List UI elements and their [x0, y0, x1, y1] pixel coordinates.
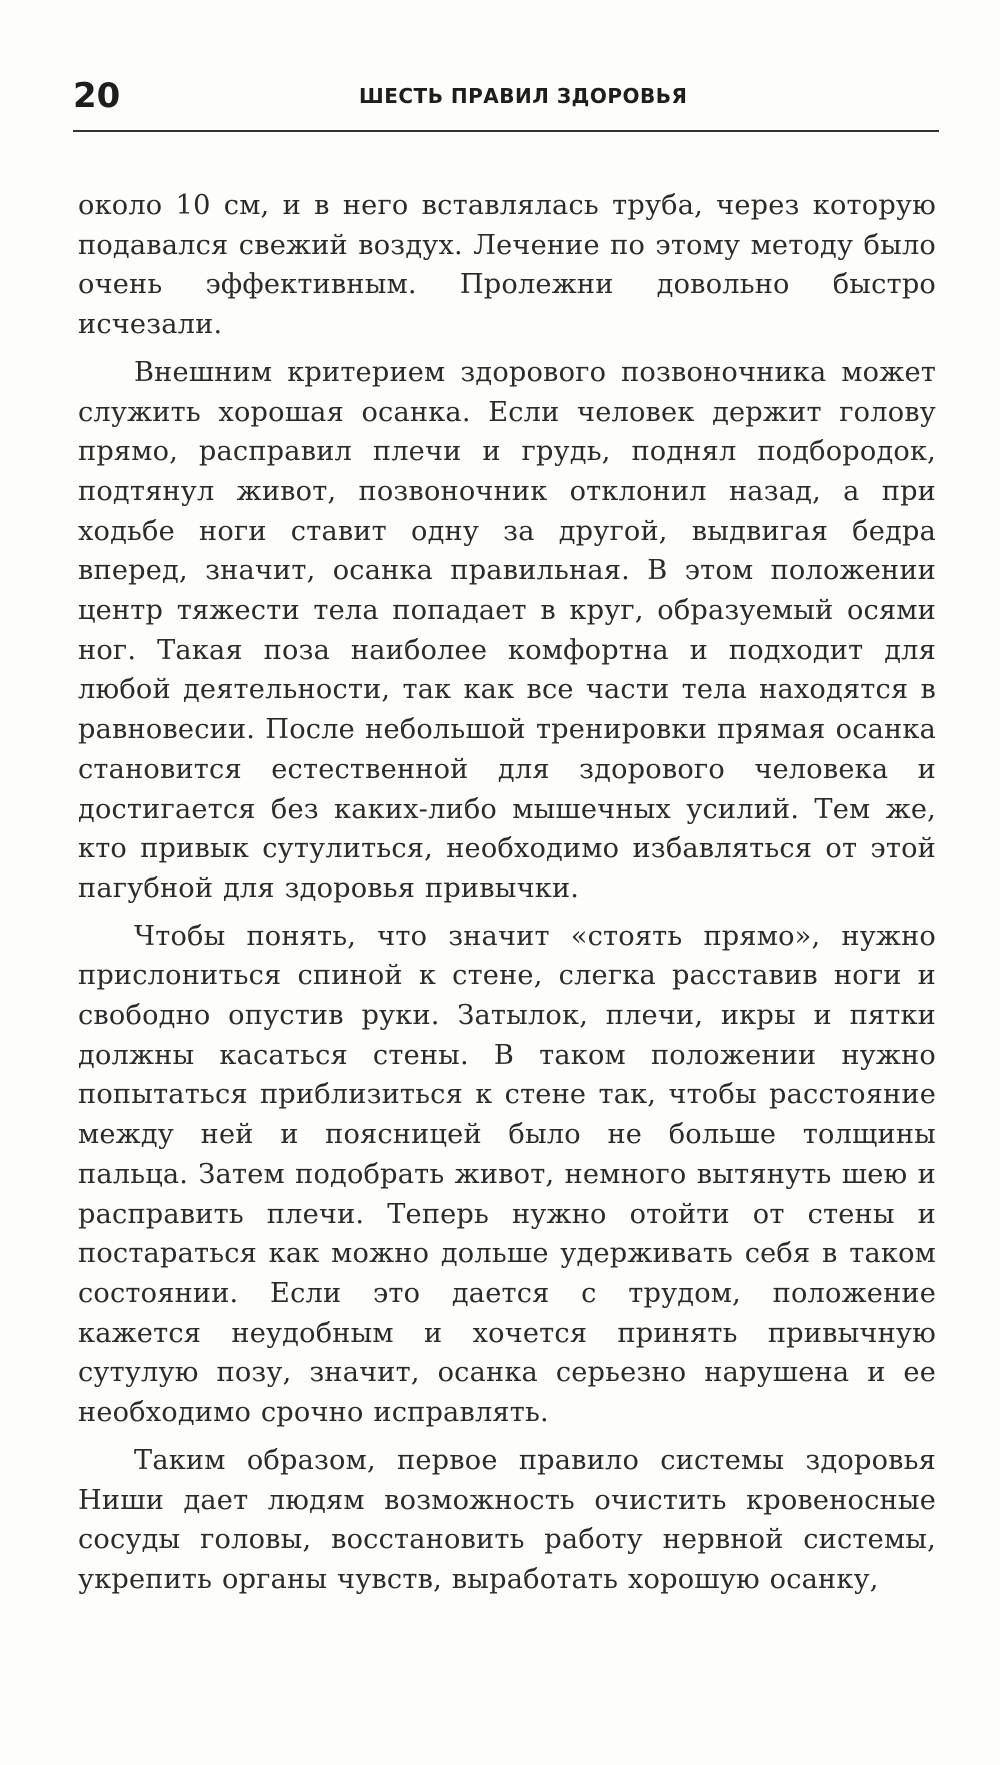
page-number: 20: [73, 76, 121, 116]
body-text: [78, 186, 936, 1600]
paragraph: около 10 см, и в него вставлялась труба, через которую подавался свежий воздух. Лечение по этому методу было очень эффективным. Пролежни довольно быстро исчезали.: [78, 190, 936, 341]
paragraph: Чтобы понять, что значит «стоять прямо», нужно прислониться спиной к стене, слегка расставив ноги и свободно опустив руки. Затылок, плечи, икры и пятки должны касаться стены. В таком положении нужно попытаться приблизиться к стене так, чтобы расстояние между ней и поясницей было не больше толщины пальца. Затем подобрать живот, немного вытянуть шею и расправить плечи. Теперь нужно отойти от стены и постараться как можно дольше удерживать себя в таком состоянии. Если это дается с трудом, положение кажется неудобным и хочется принять привычную сутулую позу, значит, осанка серьезно нарушена и ее необходимо срочно исправлять.: [78, 920, 936, 1429]
paragraph: Таким образом, первое правило системы здоровья Ниши дает людям возможность очистить кровеносные сосуды головы, восстановить работу нервной системы, укрепить органы чувств, выработать хорошую осанку,: [78, 1444, 936, 1595]
page-header: [73, 72, 939, 120]
paragraph: Внешним критерием здорового позвоночника может служить хорошая осанка. Если человек держит голову прямо, расправил плечи и грудь, поднял подбородок, подтянул живот, позвоночник отклонил назад, а при ходьбе ноги ставит одну за другой, выдвигая бедра вперед, значит, осанка правильная. В этом положении центр тяжести тела попадает в круг, образуемый осями ног. Такая поза наиболее комфортна и подходит для любой деятельности, так как все части тела находятся в равновесии. После небольшой тренировки прямая осанка становится естественной для здорового человека и достигается без каких-либо мышечных усилий. Тем же, кто привык сутулиться, необходимо избавляться от этой пагубной для здоровья привычки.: [78, 356, 936, 904]
running-title: ШЕСТЬ ПРАВИЛ ЗДОРОВЬЯ: [359, 84, 688, 108]
header-divider: [73, 130, 939, 132]
